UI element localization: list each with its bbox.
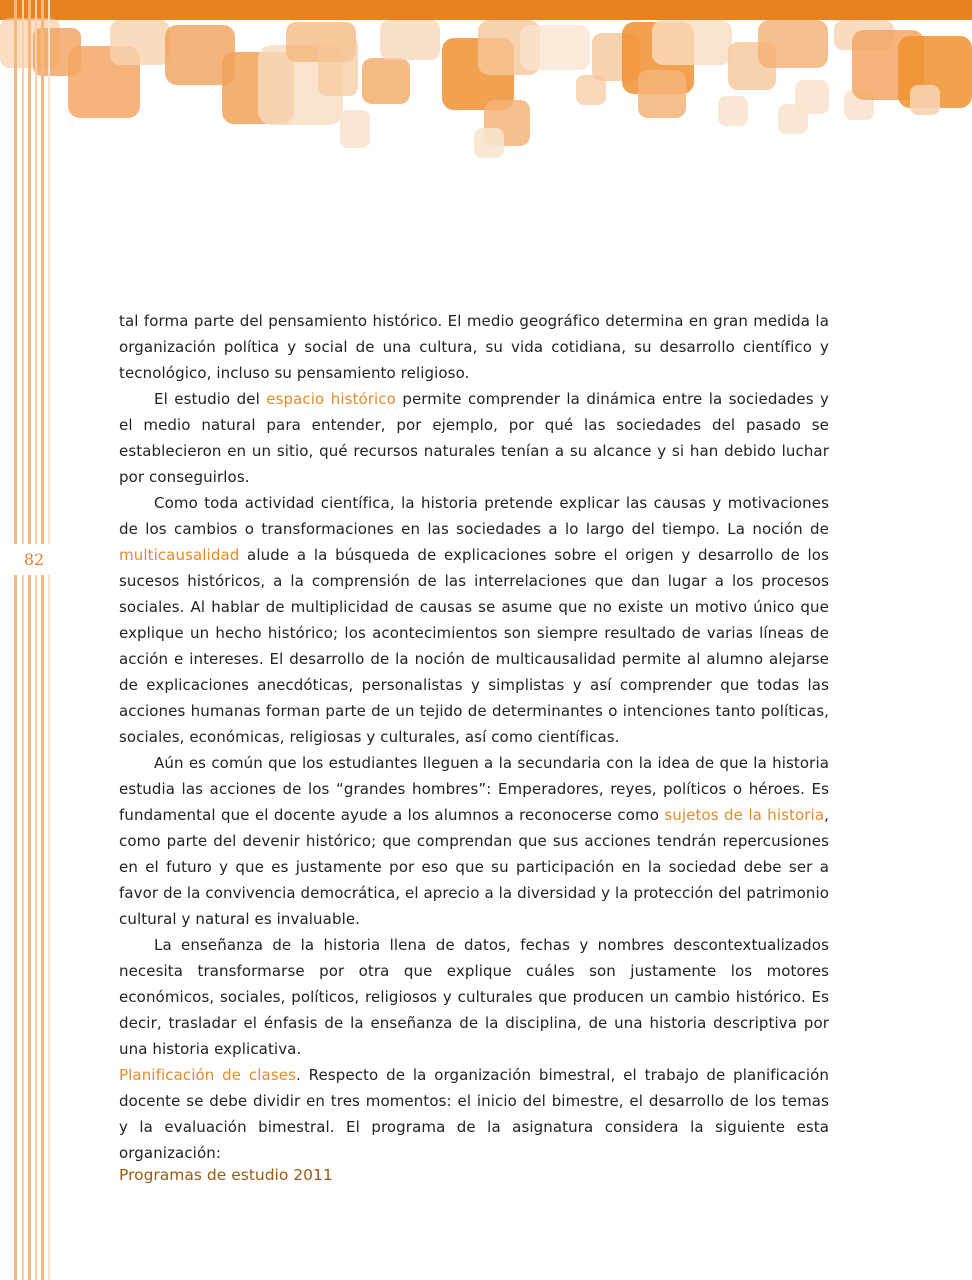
text-segment: , como parte del devenir histórico; que comprendan que sus acciones tendrán repercusiones en el futuro y que es justamente por eso que su participación en la sociedad debe ser a favor de la convivencia democrática, el aprecio a la diversidad y la protección del patrimonio cultural y natural es invaluable. xyxy=(119,806,829,928)
paragraph xyxy=(119,490,829,750)
paragraph xyxy=(119,386,829,490)
highlighted-term: multicausalidad xyxy=(119,546,240,564)
paragraph xyxy=(119,308,829,386)
paragraph xyxy=(119,750,829,932)
page-number: 82 xyxy=(14,544,54,575)
highlighted-term: espacio histórico xyxy=(266,390,396,408)
text-segment: . Respecto de la organización bimestral, el trabajo de planificación docente se debe dividir en tres momentos: el inicio del bimestre, el desarrollo de los temas y la evaluación bimestral. El programa de la asignatura considera la siguiente esta organización: xyxy=(119,1066,829,1162)
decorative-squares-banner xyxy=(0,0,972,170)
body-text xyxy=(119,308,829,1166)
decorative-stripes xyxy=(0,0,60,1280)
text-segment: alude a la búsqueda de explicaciones sobre el origen y desarrollo de los sucesos históricos, a la comprensión de las interrelaciones que dan lugar a los procesos sociales. Al hablar de multiplicidad de causas se asume que no existe un motivo único que explique un hecho histórico; los acontecimientos son siempre resultado de varias líneas de acción e intereses. El desarrollo de la noción de multicausalidad permite al alumno alejarse de explicaciones anecdóticas, personalistas y simplistas y así comprender que todas las acciones humanas forman parte de un tejido de determinantes o intenciones tanto políticas, sociales, económicas, religiosas y culturales, así como científicas. xyxy=(119,546,829,746)
text-segment: tal forma parte del pensamiento histórico. El medio geográfico determina en gran medida la organización política y social de una cultura, su vida cotidiana, su desarrollo científico y tecnológico, incluso su pensamiento religioso. xyxy=(119,312,829,382)
footer-title: Programas de estudio 2011 xyxy=(119,1166,333,1184)
text-segment: Como toda actividad científica, la historia pretende explicar las causas y motivaciones de los cambios o transformaciones en las sociedades a lo largo del tiempo. La noción de xyxy=(119,494,829,538)
highlighted-term: sujetos de la historia xyxy=(664,806,825,824)
paragraph xyxy=(119,1062,829,1166)
text-segment: permite comprender la dinámica entre la sociedades y el medio natural para entender, por ejemplo, por qué las sociedades del pasado se establecieron en un sitio, qué recursos naturales tenían a su alcance y si han debido luchar por conseguirlos. xyxy=(119,390,829,486)
text-segment: El estudio del xyxy=(154,390,267,408)
text-segment: Aún es común que los estudiantes lleguen a la secundaria con la idea de que la historia estudia las acciones de los “grandes hombres”: Emperadores, reyes, políticos o héroes. Es fundamental que el docente ayude a los alumnos a reconocerse como xyxy=(119,754,829,824)
paragraph xyxy=(119,932,829,1062)
highlighted-term: Planificación de clases xyxy=(119,1066,296,1084)
text-segment: La enseñanza de la historia llena de datos, fechas y nombres descontextualizados necesita transformarse por otra que explique cuáles son justamente los motores económicos, sociales, políticos, religiosos y culturales que producen un cambio histórico. Es decir, trasladar el énfasis de la enseñanza de la disciplina, de una historia descriptiva por una historia explicativa. xyxy=(119,936,829,1058)
